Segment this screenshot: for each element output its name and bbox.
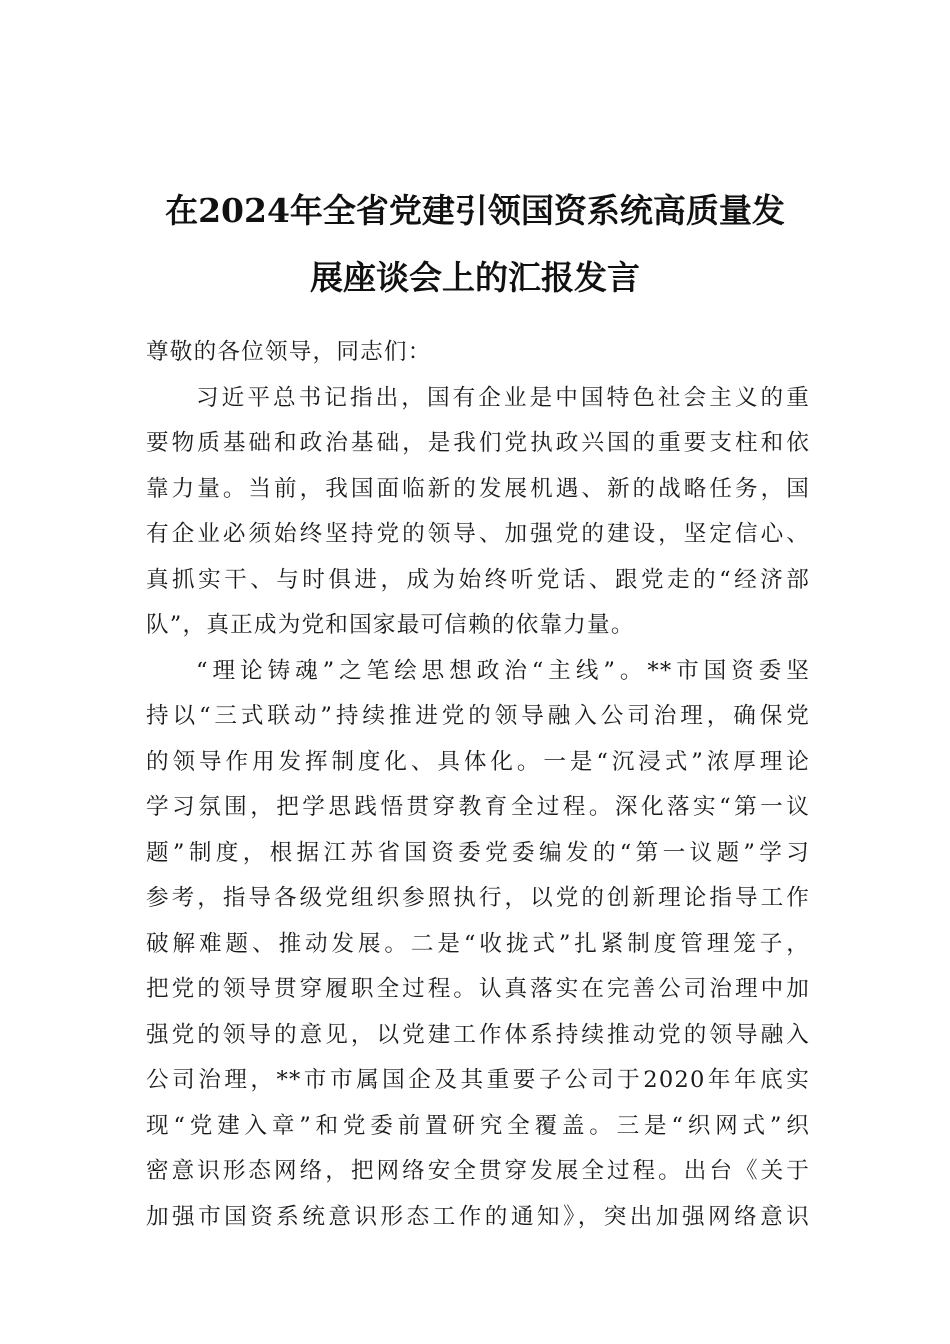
paragraph-line: 习近平总书记指出，国有企业是中国特色社会主义的重 bbox=[196, 384, 810, 411]
paragraph-line: 持以“三式联动”持续推进党的领导融入公司治理，确保党 bbox=[146, 703, 810, 729]
paragraph-line: 强党的领导的意见，以党建工作体系持续推动党的领导融入 bbox=[146, 1021, 810, 1048]
paragraph-line: 队”，真正成为党和国家最可信赖的依靠力量。 bbox=[146, 612, 635, 638]
paragraph-line: 加强市国资系统意识形态工作的通知》，突出加强网络意识 bbox=[146, 1203, 810, 1230]
paragraph-line: 密意识形态网络，把网络安全贯穿发展全过程。出台《关于 bbox=[146, 1158, 810, 1184]
paragraph-line: 真抓实干、与时俱进，成为始终听党话、跟党走的“经济部 bbox=[146, 566, 810, 593]
paragraph-line: 参考，指导各级党组织参照执行，以党的创新理论指导工作 bbox=[146, 885, 810, 911]
document-title bbox=[120, 177, 830, 311]
paragraph-line: 靠力量。当前，我国面临新的发展机遇、新的战略任务，国 bbox=[146, 475, 810, 502]
paragraph-line: 破解难题、推动发展。二是“收拢式”扎紧制度管理笼子， bbox=[146, 930, 810, 957]
paragraph-line: 现“党建入章”和党委前置研究全覆盖。三是“织网式”织 bbox=[146, 1112, 810, 1139]
paragraph-1 bbox=[146, 376, 810, 649]
paragraph-line: “理论铸魂”之笔绘思想政治“主线”。**市国资委坚 bbox=[196, 657, 810, 684]
paragraph-line: 公司治理，**市市属国企及其重要子公司于2020年年底实 bbox=[146, 1067, 810, 1093]
document-body bbox=[146, 330, 810, 1240]
paragraph-2 bbox=[146, 649, 810, 1241]
paragraph-line: 有企业必须始终坚持党的领导、加强党的建设，坚定信心、 bbox=[146, 521, 810, 547]
paragraph-line: 要物质基础和政治基础，是我们党执政兴国的重要支柱和依 bbox=[146, 430, 810, 456]
paragraph-line: 的领导作用发挥制度化、具体化。一是“沉浸式”浓厚理论 bbox=[146, 748, 810, 775]
paragraph-line: 把党的领导贯穿履职全过程。认真落实在完善公司治理中加 bbox=[146, 976, 810, 1002]
title-line-1: 在2024年全省党建引领国资系统高质量发 bbox=[165, 191, 785, 231]
paragraph-line: 学习氛围，把学思践悟贯穿教育全过程。深化落实“第一议 bbox=[146, 794, 810, 820]
title-line-2: 展座谈会上的汇报发言 bbox=[310, 258, 640, 298]
paragraph-line: 题”制度，根据江苏省国资委党委编发的“第一议题”学习 bbox=[146, 839, 810, 866]
salutation: 尊敬的各位领导，同志们： bbox=[146, 339, 432, 365]
